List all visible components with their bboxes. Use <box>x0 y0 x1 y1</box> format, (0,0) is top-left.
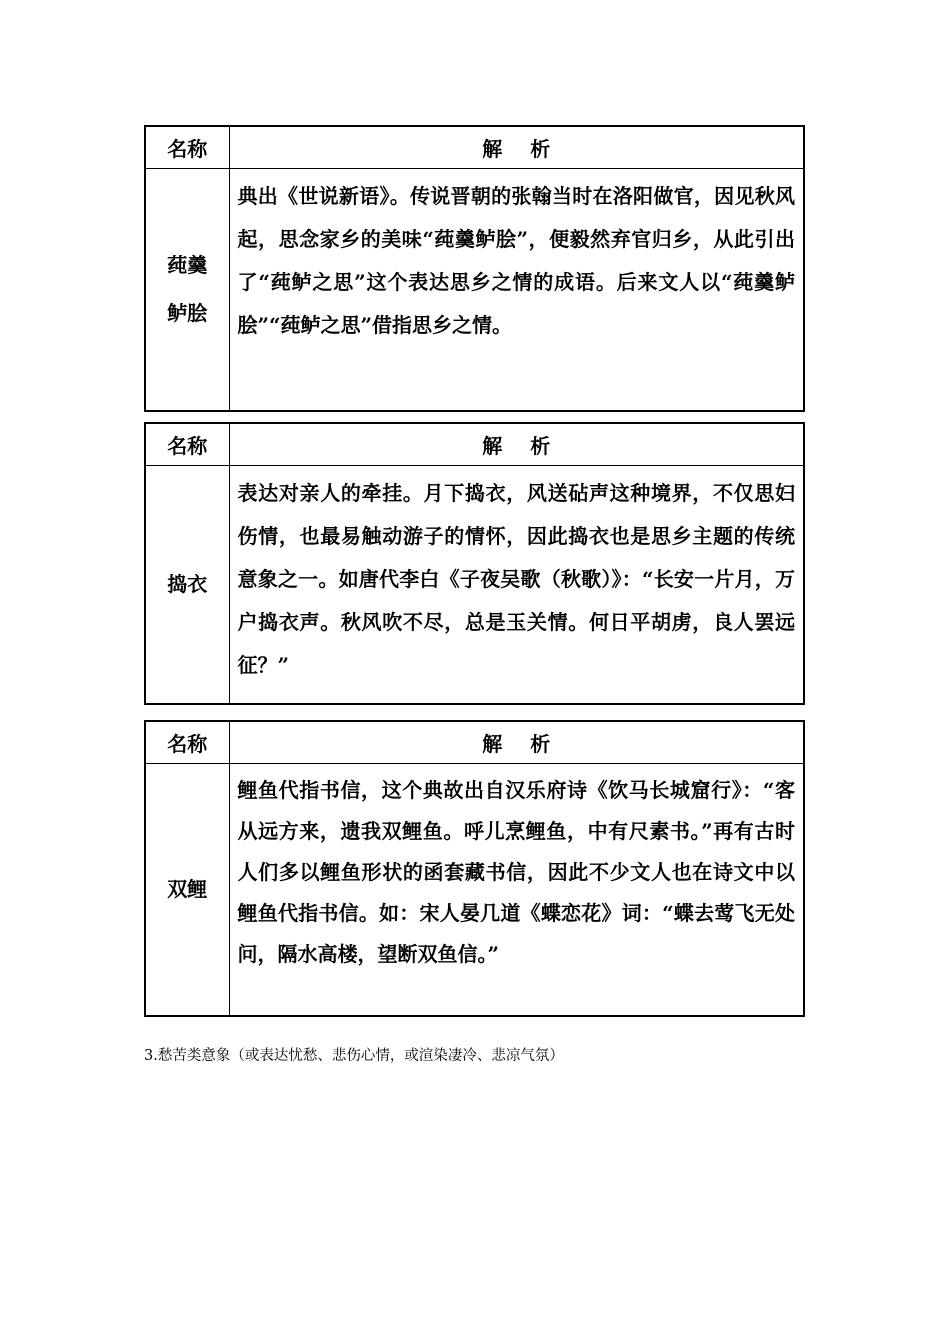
term-row <box>145 466 804 704</box>
term-name <box>145 764 229 1016</box>
name-header: 名称 <box>145 423 229 466</box>
name-header: 名称 <box>145 126 229 169</box>
header-row <box>145 423 804 466</box>
term-name <box>145 169 229 411</box>
name-header: 名称 <box>145 721 229 764</box>
term-name <box>145 466 229 704</box>
term-table-2 <box>144 422 805 705</box>
term-name-line: 双鲤 <box>167 877 208 902</box>
term-name-line: 捣衣 <box>167 572 208 597</box>
term-analysis: 表达对亲人的牵挂。月下捣衣，风送砧声这种境界，不仅思妇伤情，也最易触动游子的情怀，因此捣衣也是思乡主题的传统意象之一。如唐代李白《子夜吴歌（秋歌）》：“长安一片月，万户捣衣声。秋风吹不尽，总是玉关情。何日平胡虏，良人罢远征？” <box>229 466 804 704</box>
analysis-header: 解析 <box>229 721 804 764</box>
header-row <box>145 721 804 764</box>
term-analysis: 典出《世说新语》。传说晋朝的张翰当时在洛阳做官，因见秋风起，思念家乡的美味“莼羹鲈脍”，便毅然弃官归乡，从此引出了“莼鲈之思”这个表达思乡之情的成语。后来文人以“莼羹鲈脍”“莼鲈之思”借指思乡之情。 <box>229 169 804 411</box>
term-name-line: 鲈脍 <box>167 301 208 326</box>
analysis-header: 解析 <box>229 423 804 466</box>
term-table-3 <box>144 720 805 1017</box>
term-analysis: 鲤鱼代指书信，这个典故出自汉乐府诗《饮马长城窟行》：“客从远方来，遗我双鲤鱼。呼儿烹鲤鱼，中有尺素书。”再有古时人们多以鲤鱼形状的函套藏书信，因此不少文人也在诗文中以鲤鱼代指书信。如：宋人晏几道《蝶恋花》词：“蝶去莺飞无处问，隔水高楼，望断双鱼信。” <box>229 764 804 1016</box>
term-name-line: 莼羹 <box>167 253 208 278</box>
analysis-header: 解析 <box>229 126 804 169</box>
term-table-1 <box>144 125 805 412</box>
term-row <box>145 764 804 1016</box>
section-caption: 3.愁苦类意象（或表达忧愁、悲伤心情，或渲染凄冷、悲凉气氛） <box>144 1048 564 1064</box>
term-row <box>145 169 804 411</box>
header-row <box>145 126 804 169</box>
